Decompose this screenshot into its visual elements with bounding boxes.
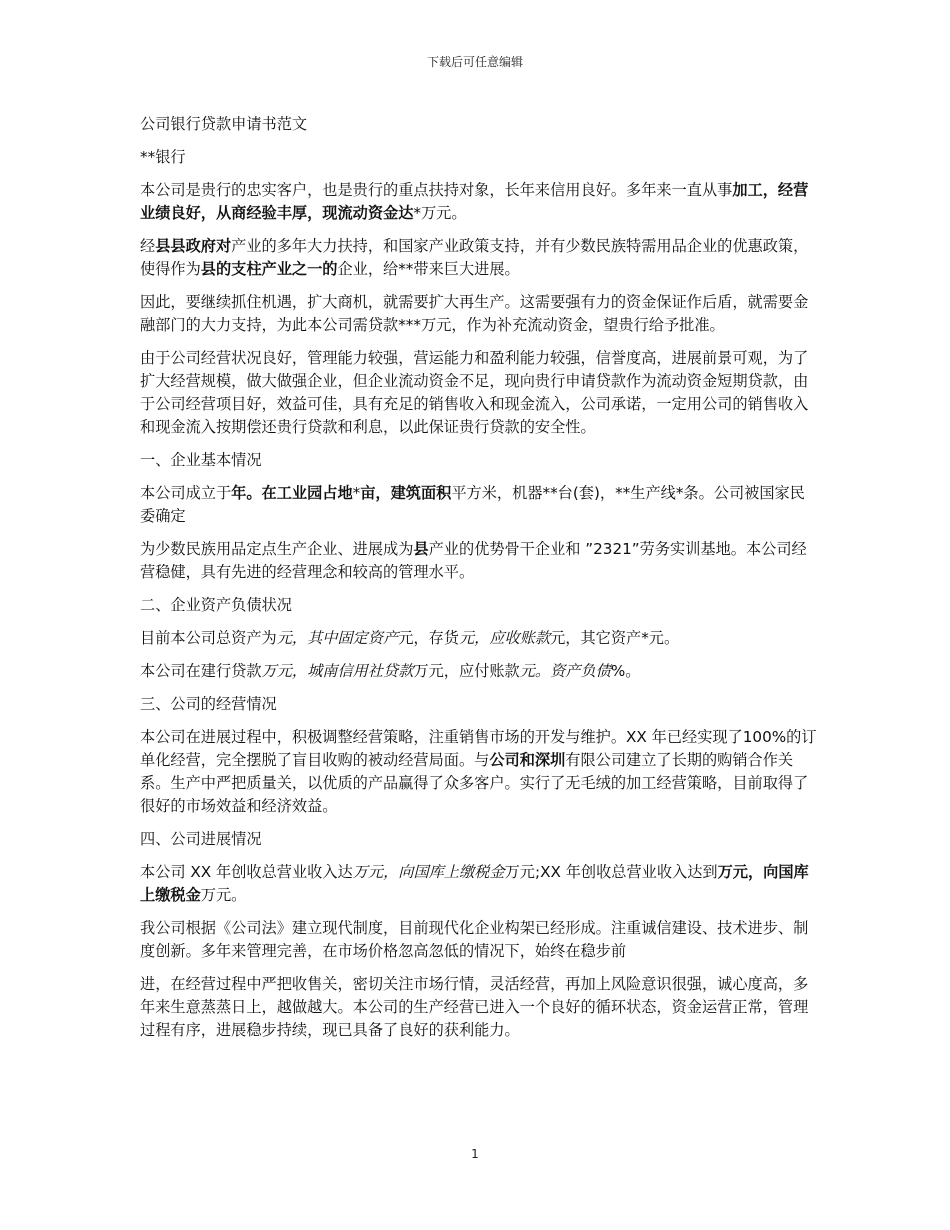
text-run: 平方米，机器**台(套)，**生产线*条。公司被国家民委确定: [140, 484, 805, 525]
text-run: %。: [610, 662, 641, 680]
text-run: 万元。: [200, 886, 247, 904]
paragraph-7: [140, 627, 820, 650]
text-run: 万元，应付账款: [413, 662, 520, 680]
paragraph-12: 进，在经营过程中严把收售关，密切关注市场行情，灵活经营，再加上风险意识很强，诚心度高，多年来生意蒸蒸日上，越做越大。本公司的生产经营已进入一个良好的循环状态，资金运营正常，管理过程有序，进展稳步持续，现已具备了良好的获利能力。: [140, 975, 809, 1039]
section-heading-3: 三、公司的经营情况: [140, 695, 277, 713]
text-run: 元，其它资产*元。: [550, 629, 680, 647]
paragraph-5: [140, 482, 820, 528]
paragraph-2: [140, 235, 820, 281]
text-run: 产业的多年大力扶持，和国家产业政策支持，并有少数民族特需用品企业的优惠政策，使得作为: [140, 237, 809, 278]
paragraph-4: 由于公司经营状况良好，管理能力较强，营运能力和盈利能力较强，信誉度高，进展前景可观，为了扩大经营规模，做大做强企业，但企业流动资金不足，现向贵行申请贷款作为流动资金短期贷款，由于公司经营项目好，效益可佳，具有充足的销售收入和现金流入，公司承诺，一定用公司的销售收入和现金流入按期偿还贵行贷款和利息，以此保证贵行贷款的安全性。: [140, 349, 809, 436]
bold-run: 加工，经营业绩良好，从商经验丰厚，现流动资金达: [140, 181, 809, 222]
paragraph-8: [140, 660, 820, 683]
text-run: 本公司在进展过程中，积极调整经营策略，注重销售市场的开发与维护。XX 年已经实现了100%的订单化经营，完全摆脱了盲目收购的被动经营局面。与: [140, 728, 817, 769]
document-title: 公司银行贷款申请书范文: [140, 115, 308, 133]
text-run: *: [352, 484, 361, 502]
text-run: 元，存货: [398, 629, 459, 647]
section-heading-4: 四、公司进展情况: [140, 830, 262, 848]
bold-run: 年。在工业园占地: [231, 484, 353, 502]
bold-run: 亩，建筑面积: [360, 484, 452, 502]
document-body: [140, 113, 820, 1052]
section-heading-2: 二、企业资产负债状况: [140, 596, 292, 614]
text-run: 经: [140, 237, 156, 255]
text-run: 万元;XX 年创收总营业收入达到: [504, 863, 718, 881]
text-run: 产业的优势骨干企业和 ”2321”劳务实训基地。本公司经营稳健，具有先进的经营理念和较高的管理水平。: [140, 540, 807, 581]
paragraph-10: [140, 861, 820, 907]
bold-run: 县的支柱产业之一的: [200, 260, 338, 278]
page-header: 下载后可任意编辑: [426, 55, 523, 69]
italic-run: 万元，城南信用社贷款: [261, 662, 414, 680]
bold-run: 县县政府对: [155, 237, 232, 255]
italic-run: 万元，向国库上缴税金: [352, 863, 505, 881]
text-run: 本公司成立于: [140, 484, 232, 502]
paragraph-9: [140, 726, 820, 818]
italic-run: 元，应收账款: [458, 629, 551, 647]
text-run: 企业，给**带来巨大进展。: [337, 260, 520, 278]
paragraph-1: [140, 179, 820, 225]
bold-run: 公司和深圳: [489, 751, 566, 769]
text-run: 本公司 XX 年创收总营业收入达: [140, 863, 353, 881]
page-number: 1: [471, 1147, 479, 1161]
text-run: 本公司在建行贷款: [140, 662, 262, 680]
bold-run: 万元，向国库上缴税金: [140, 863, 809, 904]
paragraph-6: [140, 538, 820, 584]
section-heading-1: 一、企业基本情况: [140, 451, 262, 469]
bold-run: 县: [413, 540, 429, 558]
text-run: 为少数民族用品定点生产企业、进展成为: [140, 540, 414, 558]
paragraph-3: 因此，要继续抓住机遇，扩大商机，就需要扩大再生产。这需要强有力的资金保证作后盾，就需要金融部门的大力支持，为此本公司需贷款***万元，作为补充流动资金，望贵行给予批准。: [140, 293, 809, 334]
recipient-line: **银行: [140, 148, 186, 166]
text-run: *万元。: [413, 204, 467, 222]
text-run: 本公司是贵行的忠实客户，也是贵行的重点扶持对象，长年来信用良好。多年来一直从事: [140, 181, 733, 199]
italic-run: 元。资产负债: [519, 662, 611, 680]
text-run: 目前本公司总资产为: [140, 629, 277, 647]
text-run: 有限公司建立了长期的购销合作关系。生产中严把质量关，以优质的产品赢得了众多客户。实行了无毛绒的加工经营策略，目前取得了很好的市场效益和经济效益。: [140, 751, 809, 815]
paragraph-11: 我公司根据《公司法》建立现代制度，目前现代化企业构架已经形成。注重诚信建设、技术进步、制度创新。多年来管理完善，在市场价格忽高忽低的情况下，始终在稳步前: [140, 919, 809, 960]
italic-run: 元，其中固定资产: [276, 629, 399, 647]
